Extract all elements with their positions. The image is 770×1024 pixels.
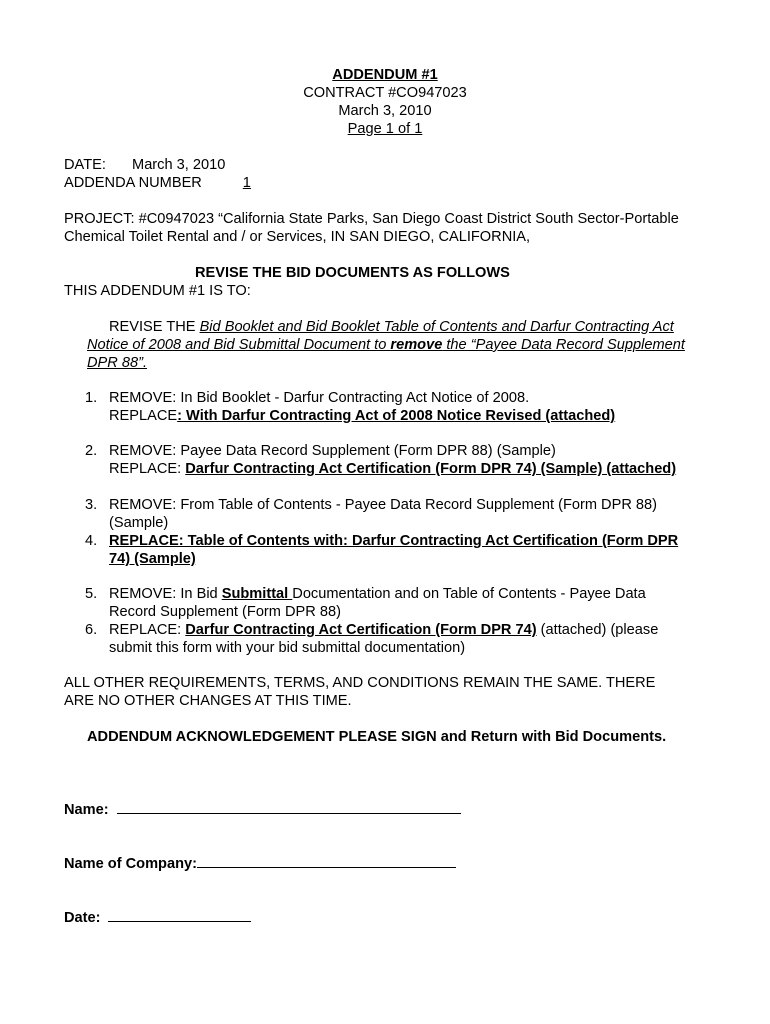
item-remove-line <box>109 585 646 603</box>
list-item <box>0 442 770 478</box>
item-remove-line: REMOVE: In Bid Booklet - Darfur Contracting Act Notice of 2008. <box>109 390 530 406</box>
revise-para-line-3: DPR 88”. <box>87 355 148 371</box>
revise-prefix: REVISE THE <box>109 319 200 335</box>
item-remove-line: REMOVE: From Table of Contents - Payee Data Record Supplement (Form DPR 88) <box>109 497 658 513</box>
closing-line-1: ALL OTHER REQUIREMENTS, TERMS, AND CONDITIONS REMAIN THE SAME. THERE <box>64 675 656 691</box>
date-signature-line[interactable] <box>108 907 251 922</box>
item-number: 2. <box>85 443 98 459</box>
name-signature-line[interactable] <box>117 799 461 814</box>
revise-line2-a: Notice of 2008 and Bid Submittal Document to <box>87 337 391 353</box>
item-replace-text: : With Darfur Contracting Act of 2008 Notice Revised (attached) <box>177 408 616 424</box>
item-remove-line: REMOVE: Payee Data Record Supplement (Form DPR 88) (Sample) <box>109 443 556 459</box>
list-item <box>0 621 770 657</box>
revise-line2-bold: remove <box>390 337 443 353</box>
revise-para-line-1 <box>109 318 674 336</box>
item-replace-label: REPLACE <box>109 408 178 424</box>
addenda-label: ADDENDA NUMBER <box>64 175 202 191</box>
item-remove-b: Documentation and on Table of Contents - Payee Data <box>292 586 646 602</box>
page-number: Page 1 of 1 <box>347 121 423 137</box>
list-item <box>0 496 770 532</box>
item-number: 5. <box>85 586 98 602</box>
item-number: 1. <box>85 390 98 406</box>
contract-number: CONTRACT #CO947023 <box>303 85 467 101</box>
name-row <box>64 799 461 819</box>
closing-line-2: ARE NO OTHER CHANGES AT THIS TIME. <box>64 693 352 709</box>
revise-para-line-2 <box>87 336 685 354</box>
acknowledgement-text: ADDENDUM ACKNOWLEDGEMENT PLEASE SIGN and Return with Bid Documents. <box>87 729 667 745</box>
item-replace-line <box>109 407 615 425</box>
document-title: ADDENDUM #1 <box>332 67 438 83</box>
item-replace-line <box>109 460 676 478</box>
item-number: 4. <box>85 533 98 549</box>
project-line-1: PROJECT: #C0947023 “California State Parks, San Diego Coast District South Sector-Portable <box>64 211 679 227</box>
company-label: Name of Company: <box>64 856 197 872</box>
date-sign-label: Date: <box>64 910 101 926</box>
item-replace-b: (attached) (please <box>536 622 659 638</box>
item-replace-line-cont: 74) (Sample) <box>109 551 196 567</box>
item-replace-line: REPLACE: Table of Contents with: Darfur Contracting Act Certification (Form DPR <box>109 533 679 549</box>
date-value: March 3, 2010 <box>132 157 226 173</box>
item-replace-text: Darfur Contracting Act Certification (Form DPR 74) (Sample) (attached) <box>185 461 677 477</box>
addenda-row <box>64 174 251 192</box>
item-remove-bold: Submittal <box>221 586 293 602</box>
company-row <box>64 853 456 873</box>
item-number: 3. <box>85 497 98 513</box>
date-sign-row <box>64 907 251 927</box>
company-signature-line[interactable] <box>197 853 456 868</box>
item-replace-label: REPLACE: <box>109 461 186 477</box>
list-item <box>0 389 770 425</box>
header-date: March 3, 2010 <box>338 103 432 119</box>
project-line-2: Chemical Toilet Rental and / or Services, IN SAN DIEGO, CALIFORNIA, <box>64 229 531 245</box>
date-row <box>64 156 225 174</box>
item-remove-a: REMOVE: In Bid <box>109 586 222 602</box>
item-number: 6. <box>85 622 98 638</box>
item-replace-a: REPLACE: <box>109 622 186 638</box>
item-replace-line-cont: submit this form with your bid submittal documentation) <box>109 640 466 656</box>
item-replace-bold: Darfur Contracting Act Certification (Form DPR 74) <box>185 622 537 638</box>
revise-heading: REVISE THE BID DOCUMENTS AS FOLLOWS <box>195 265 510 281</box>
name-label: Name: <box>64 802 109 818</box>
revise-line1-rest: Bid Booklet and Bid Booklet Table of Contents and Darfur Contracting Act <box>199 319 674 335</box>
item-remove-line-cont: (Sample) <box>109 515 169 531</box>
list-item <box>0 532 770 568</box>
intro-line: THIS ADDENDUM #1 IS TO: <box>64 283 251 299</box>
addenda-value: 1 <box>242 175 251 191</box>
list-item <box>0 585 770 621</box>
revise-line2-b: the “Payee Data Record Supplement <box>442 337 685 353</box>
item-replace-line <box>109 621 658 639</box>
item-remove-line-cont: Record Supplement (Form DPR 88) <box>109 604 341 620</box>
date-label: DATE: <box>64 157 106 173</box>
